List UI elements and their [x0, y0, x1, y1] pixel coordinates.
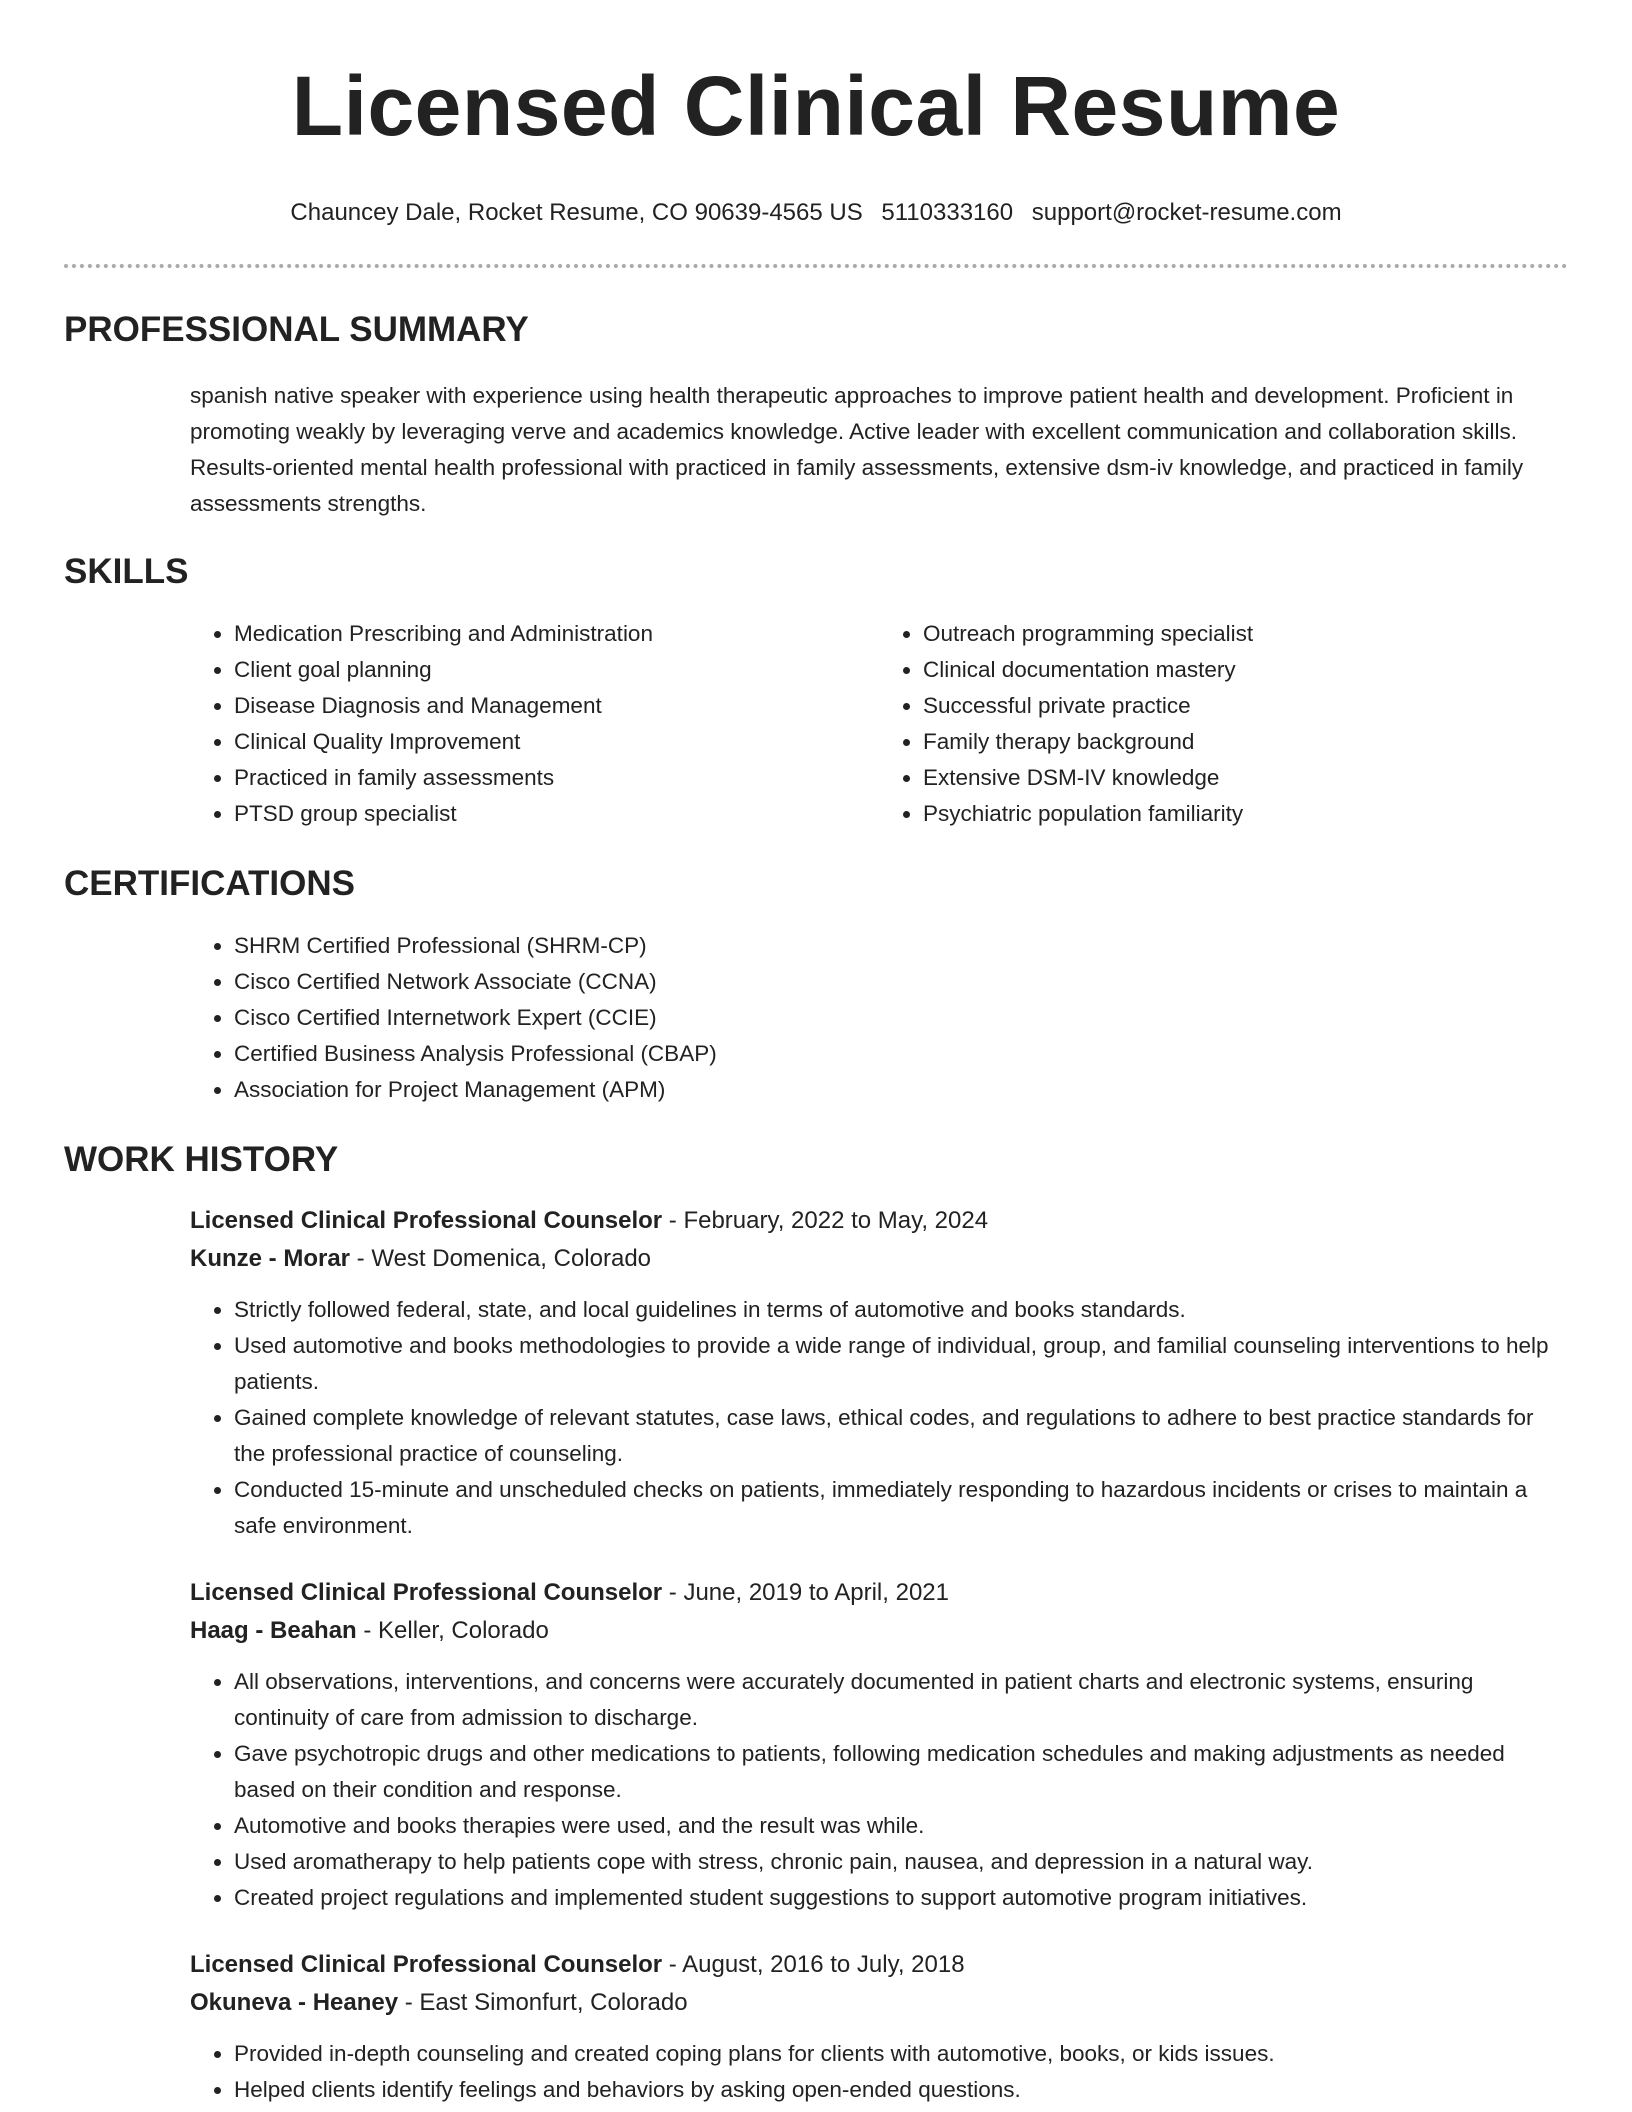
list-item: • Association for Project Management (APM)	[234, 1072, 1568, 1108]
job-company: Haag - Beahan	[190, 1617, 357, 1644]
list-item: • Clinical documentation mastery	[923, 652, 1568, 688]
header-divider	[64, 264, 1568, 268]
skills-list-right	[879, 616, 1568, 832]
job-company-line	[190, 1984, 1568, 2022]
skills-list-left	[190, 616, 879, 832]
list-item: • Outreach programming specialist	[923, 616, 1568, 652]
list-item: • Gave psychotropic drugs and other medications to patients, following medication schedules and making adjustments as needed based on their condition and response.	[234, 1736, 1568, 1808]
job-bullets	[190, 1292, 1568, 1544]
list-item: • Clinical Quality Improvement	[234, 724, 879, 760]
skills-body	[64, 616, 1568, 832]
list-item: • Disease Diagnosis and Management	[234, 688, 879, 724]
job-entry	[190, 1946, 1568, 2108]
job-role-line	[190, 1946, 1568, 1984]
job-company-line	[190, 1240, 1568, 1278]
list-item: • Created project regulations and implemented student suggestions to support automotive program initiatives.	[234, 1880, 1568, 1916]
section-title-skills: SKILLS	[64, 552, 189, 591]
list-item: • Extensive DSM-IV knowledge	[923, 760, 1568, 796]
job-role-line	[190, 1202, 1568, 1240]
list-item: • Strictly followed federal, state, and local guidelines in terms of automotive and books standards.	[234, 1292, 1568, 1328]
list-item: • SHRM Certified Professional (SHRM-CP)	[234, 928, 1568, 964]
list-item: • Client goal planning	[234, 652, 879, 688]
section-title-summary: PROFESSIONAL SUMMARY	[64, 310, 529, 349]
job-location: - East Simonfurt, Colorado	[398, 1989, 688, 2016]
job-entry	[190, 1202, 1568, 1544]
contact-address: Chauncey Dale, Rocket Resume, CO 90639-4565 US	[290, 199, 863, 226]
job-bullets	[190, 1664, 1568, 1916]
job-dates: - June, 2019 to April, 2021	[662, 1579, 949, 1606]
certifications-body	[64, 928, 1568, 1108]
job-role: Licensed Clinical Professional Counselor	[190, 1579, 663, 1606]
skills-columns	[190, 616, 1568, 832]
job-dates: - August, 2016 to July, 2018	[662, 1951, 965, 1978]
contact-email: support@rocket-resume.com	[1031, 199, 1342, 226]
list-item: • Cisco Certified Network Associate (CCNA)	[234, 964, 1568, 1000]
list-item: • Practiced in family assessments	[234, 760, 879, 796]
list-item: • Medication Prescribing and Administration	[234, 616, 879, 652]
job-company: Kunze - Morar	[190, 1245, 351, 1272]
list-item: • Provided in-depth counseling and created coping plans for clients with automotive, books, or kids issues.	[234, 2036, 1568, 2072]
list-item: • All observations, interventions, and concerns were accurately documented in patient charts and electronic systems, ensuring continuity of care from admission to discharge.	[234, 1664, 1568, 1736]
job-role: Licensed Clinical Professional Counselor	[190, 1951, 663, 1978]
job-location: - Keller, Colorado	[356, 1617, 549, 1644]
work-history-section	[64, 1138, 1568, 2108]
job-company: Okuneva - Heaney	[190, 1989, 399, 2016]
list-item: • Successful private practice	[923, 688, 1568, 724]
summary-text: spanish native speaker with experience using health therapeutic approaches to improve patient health and development. Proficient in promoting weakly by leveraging verve and academics knowledge. Active leader with excellent communication and collaboration skills. Results-oriented mental health professional with practiced in family assessments, extensive dsm-iv knowledge, and practiced in family assessments strengths.	[190, 383, 1524, 516]
job-bullets	[190, 2036, 1568, 2108]
list-item: • Cisco Certified Internetwork Expert (CCIE)	[234, 1000, 1568, 1036]
job-location: - West Domenica, Colorado	[350, 1245, 652, 1272]
contact-line	[64, 198, 1568, 228]
work-history-body	[64, 1202, 1568, 2108]
resume-title: Licensed Clinical Resume	[291, 59, 1341, 153]
list-item: • Certified Business Analysis Professional (CBAP)	[234, 1036, 1568, 1072]
job-entry	[190, 1574, 1568, 1916]
skills-section	[64, 550, 1568, 832]
certifications-list	[190, 928, 1568, 1108]
summary-body	[64, 378, 1568, 522]
list-item: • Gained complete knowledge of relevant statutes, case laws, ethical codes, and regulations to adhere to best practice standards for the professional practice of counseling.	[234, 1400, 1568, 1472]
list-item: • Used aromatherapy to help patients cope with stress, chronic pain, nausea, and depression in a natural way.	[234, 1844, 1568, 1880]
list-item: • Conducted 15-minute and unscheduled checks on patients, immediately responding to hazardous incidents or crises to maintain a safe environment.	[234, 1472, 1568, 1544]
list-item: • Family therapy background	[923, 724, 1568, 760]
job-dates: - February, 2022 to May, 2024	[662, 1207, 989, 1234]
job-role-line	[190, 1574, 1568, 1612]
section-title-certifications: CERTIFICATIONS	[64, 864, 356, 903]
job-role: Licensed Clinical Professional Counselor	[190, 1207, 663, 1234]
certifications-section	[64, 862, 1568, 1108]
summary-section	[64, 308, 1568, 522]
list-item: • Used automotive and books methodologies to provide a wide range of individual, group, and familial counseling interventions to help patients.	[234, 1328, 1568, 1400]
contact-phone: 5110333160	[881, 199, 1014, 226]
list-item: • Psychiatric population familiarity	[923, 796, 1568, 832]
list-item: • Automotive and books therapies were used, and the result was while.	[234, 1808, 1568, 1844]
job-company-line	[190, 1612, 1568, 1650]
list-item: • PTSD group specialist	[234, 796, 879, 832]
list-item: • Helped clients identify feelings and behaviors by asking open-ended questions.	[234, 2072, 1568, 2108]
section-title-work-history: WORK HISTORY	[64, 1140, 339, 1179]
